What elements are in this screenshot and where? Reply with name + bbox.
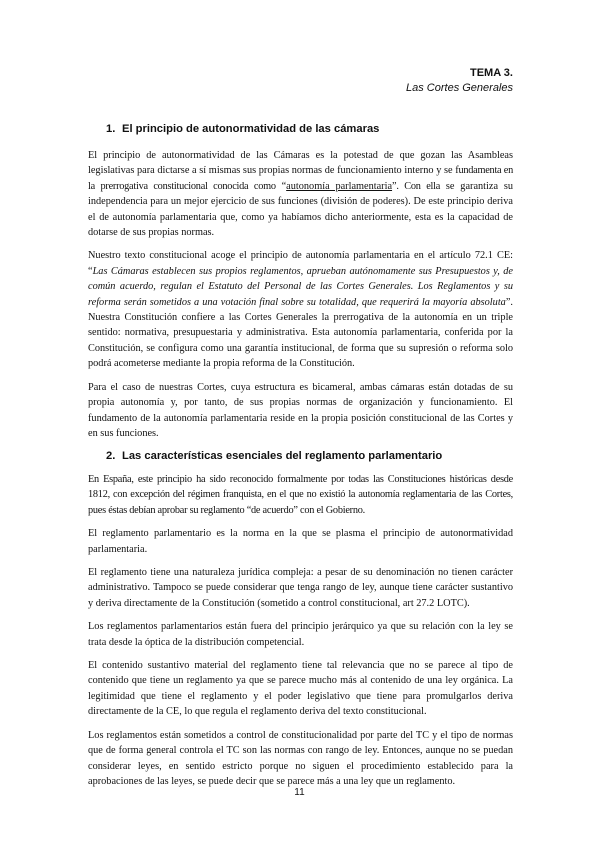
section-2-title: Las características esenciales del reglamento parlamentario <box>122 450 443 462</box>
autonomy-term: autonomía parlamentaria <box>286 180 393 192</box>
section-2-body <box>88 472 513 797</box>
section-1-paragraph-3: Para el caso de nuestras Cortes, cuya estructura es bicameral, ambas cámaras están dotadas de su propia autonomía y, por tanto, de sus propias normas de organización y funcionamiento. El fundamento de la autonomía parlamentaria reside en la propia posición constitucional de las Cortes y en sus funciones. <box>88 381 513 439</box>
section-1-paragraph-2: Nuestro texto constitucional acoge el principio de autonomía parlamentaria en el artículo 72.1 CE: “Las Cámaras establecen sus propios reglamentos, aprueban autónomamente sus Presupuestos y, de común acuerdo, regulan el Estatuto del Personal de las Cortes Generales. Los Reglamentos y su reforma serán sometidos a una votación final sobre su totalidad, que requerirá la mayoría absoluta”. Nuestra Constitución confiere a las Cortes Generales la prerrogativa de la autonomía en un triple sentido: normativa, presupuestaria y administrativa. Esta autonomía parlamentaria, conferida por la Constitución, se configura como una garantía institucional, de forma que su supresión o reforma solo podrá acometerse mediante la propia reforma de la Constitución. <box>88 250 513 370</box>
constitution-quote: Las Cámaras establecen sus propios reglamentos, aprueban autónomamente sus Presupuestos y, de común acuerdo, regulan el Estatuto del Personal de las Cortes Generales. Los Reglamentos y su reforma serán sometidos a una votación final sobre su totalidad, que requerirá la mayoría absoluta <box>88 265 513 308</box>
section-2-paragraph-4: Los reglamentos parlamentarios están fuera del principio jerárquico ya que su relación con la ley se trata desde la óptica de la distribución competencial. <box>88 621 513 648</box>
page-header <box>406 66 513 96</box>
topic-number: TEMA 3. <box>470 67 513 79</box>
section-2-heading <box>106 450 442 462</box>
topic-subtitle: Las Cortes Generales <box>406 82 513 94</box>
section-1-number: 1. <box>106 123 116 135</box>
emphasis-text: Cortes, pues éstas debían aprobar su reglamento “de acuerdo” con el Gobierno <box>88 489 513 516</box>
section-2-paragraph-5: El contenido sustantivo material del reglamento tiene tal relevancia que no se parece al tipo de contenido que tiene un reglamento ya que se parece mucho más al contenido de una ley orgánica. La legitimidad que tiene el reglamento y el poder legislativo que tiene para promulgarlos deriva directamente de la CE, lo que regula el reglamento deriva del texto constitucional. <box>88 660 513 718</box>
section-2-paragraph-3: El reglamento tiene una naturaleza jurídica compleja: a pesar de su denominación no tienen carácter administrativo. Tampoco se puede considerar que tenga rango de ley, aunque tiene carácter sustantivo y deriva directamente de la Constitución (sometido a control constitucional, art 27.2 LOTC). <box>88 567 513 609</box>
emphasis-text: fundamenta en la prerrogativa constitucional conocida como <box>88 165 513 192</box>
section-1-title: El principio de autonormatividad de las cámaras <box>122 123 380 135</box>
section-2-paragraph-6: Los reglamentos están sometidos a control de constitucionalidad por parte del TC y el tipo de normas que de forma general controla el TC son las normas con rango de ley. Entonces, aunque no se puedan considerar leyes, en sentido estricto porque no siguen el procedimiento establecido para la aprobaciones de las leyes, se puede decir que se parece más a una ley que un reglamento. <box>88 729 513 787</box>
ce-abbrev: CE <box>496 250 511 262</box>
page-number: 11 <box>294 787 305 798</box>
section-1-heading <box>106 123 379 135</box>
section-1-body <box>88 148 513 449</box>
section-2-paragraph-2: El reglamento parlamentario es la norma en la que se plasma el principio de autonormatividad parlamentaria. <box>88 528 513 555</box>
section-2-number: 2. <box>106 450 116 462</box>
section-1-paragraph-1: El principio de autonormatividad de las Cámaras es la potestad de que gozan las Asambleas legislativas para dictarse a sí mismas sus propias normas de funcionamiento interno y se fundamenta en la prerrogativa constitucional conocida como “autonomía parlamentaria”. Con ella se garantiza su independencia para un mejor ejercicio de sus funciones (división de poderes). De este principio deriva el de autonomía parlamentaria que, como ya habíamos dicho anteriormente, esta es la capacidad de dotarse de sus propias normas. <box>88 150 513 239</box>
section-2-paragraph-1: En España, este principio ha sido reconocido formalmente por todas las Constituciones históricas desde 1812, con excepción del régimen franquista, en el que no existió la autonomía reglamentaria de las Cortes, pues éstas debían aprobar su reglamento “de acuerdo” con el Gobierno. <box>88 474 513 516</box>
